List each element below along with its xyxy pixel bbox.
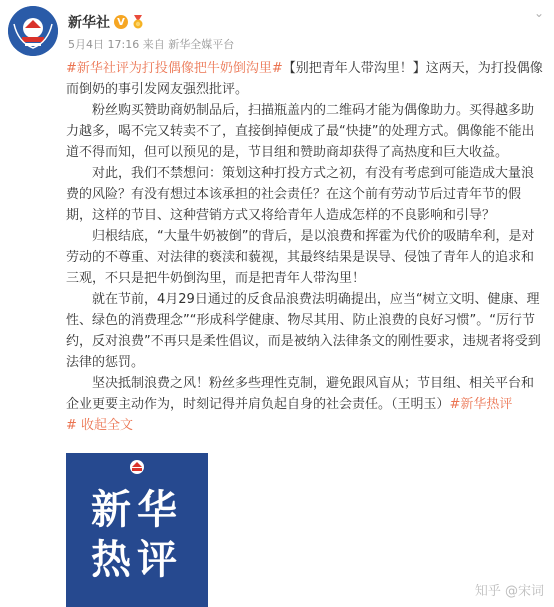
watermark-site: 知乎 bbox=[474, 584, 501, 599]
watermark bbox=[475, 580, 544, 599]
paragraph-5: 就在节前，4月29日通过的反食品浪费法明确提出，应当“树立文明、健康、理性、绿色的消费理念”“形成科学健康、物尽其用、防止浪费的良好习惯”。“厉行节约，反对浪费”不再只是柔性倡议，而是被纳入法律条文的刚性要求，违规者将受到法律的惩罚。 bbox=[66, 292, 541, 370]
medal-icon bbox=[132, 15, 144, 29]
account-name[interactable]: 新华社 bbox=[68, 15, 110, 31]
post-source[interactable]: 新华全媒平台 bbox=[168, 38, 235, 51]
xinhua-logo-icon bbox=[8, 6, 58, 56]
paragraph-1-text: 【别把青年人带沟里！】这两天，为打投偶像而倒奶的事引发网友强烈批评。 bbox=[66, 61, 543, 97]
avatar[interactable] bbox=[8, 6, 58, 56]
paragraph-6 bbox=[66, 373, 546, 415]
post-content bbox=[66, 58, 546, 436]
post-image-card[interactable] bbox=[66, 453, 208, 607]
hashtag-link[interactable]: #新华社评为打投偶像把牛奶倒沟里# bbox=[66, 61, 283, 76]
post-header bbox=[8, 6, 546, 56]
paragraph-3: 对此，我们不禁想问：策划这种打投方式之初，有没有考虑到可能造成大量浪费的风险？有没有想过本该承担的社会责任？在这个前有劳动节后过青年节的假期，这样的节目、这种营销方式又将给青年人造成怎样的不良影响和引导？ bbox=[66, 166, 535, 223]
source-prefix: 来自 bbox=[142, 38, 165, 51]
card-title-line-1: 新华 bbox=[91, 487, 183, 533]
chevron-down-icon[interactable]: ⌄ bbox=[533, 6, 544, 20]
paragraph-6-text: 坚决抵制浪费之风！粉丝多些理性克制，避免跟风盲从；节目组、相关平台和企业更要主动作为，时刻记得并肩负起自身的社会责任。（王明玉） bbox=[66, 376, 535, 412]
post-time[interactable]: 5月4日 17:16 bbox=[68, 38, 140, 51]
hashtag-link-2[interactable]: #新华热评 bbox=[449, 397, 513, 412]
post-meta bbox=[68, 36, 234, 52]
paragraph-1 bbox=[66, 58, 546, 100]
collapse-row bbox=[66, 415, 546, 436]
paragraph-2: 粉丝购买赞助商奶制品后，扫描瓶盖内的二维码才能为偶像助力。买得越多助力越多，喝不完又转卖不了，直接倒掉便成了最“快捷”的处理方式。偶像能不能出道不得而知，但可以预见的是，节目组和赞助商却获得了高热度和巨大收益。 bbox=[66, 103, 535, 160]
watermark-author: @宋词 bbox=[504, 584, 544, 599]
verified-badge-icon: V bbox=[114, 15, 128, 29]
collapse-link[interactable]: # 收起全文 bbox=[66, 418, 134, 433]
card-title-line-2: 热评 bbox=[91, 537, 183, 583]
account-name-row bbox=[68, 12, 144, 32]
paragraph-4: 归根结底，“大量牛奶被倒”的背后，是以浪费和挥霍为代价的吸睛牟利，是对劳动的不尊重、对法律的亵渎和藐视，其最终结果是误导、侵蚀了青年人的追求和三观，不只是把牛奶倒沟里，而是把青年人带沟里！ bbox=[66, 229, 535, 286]
